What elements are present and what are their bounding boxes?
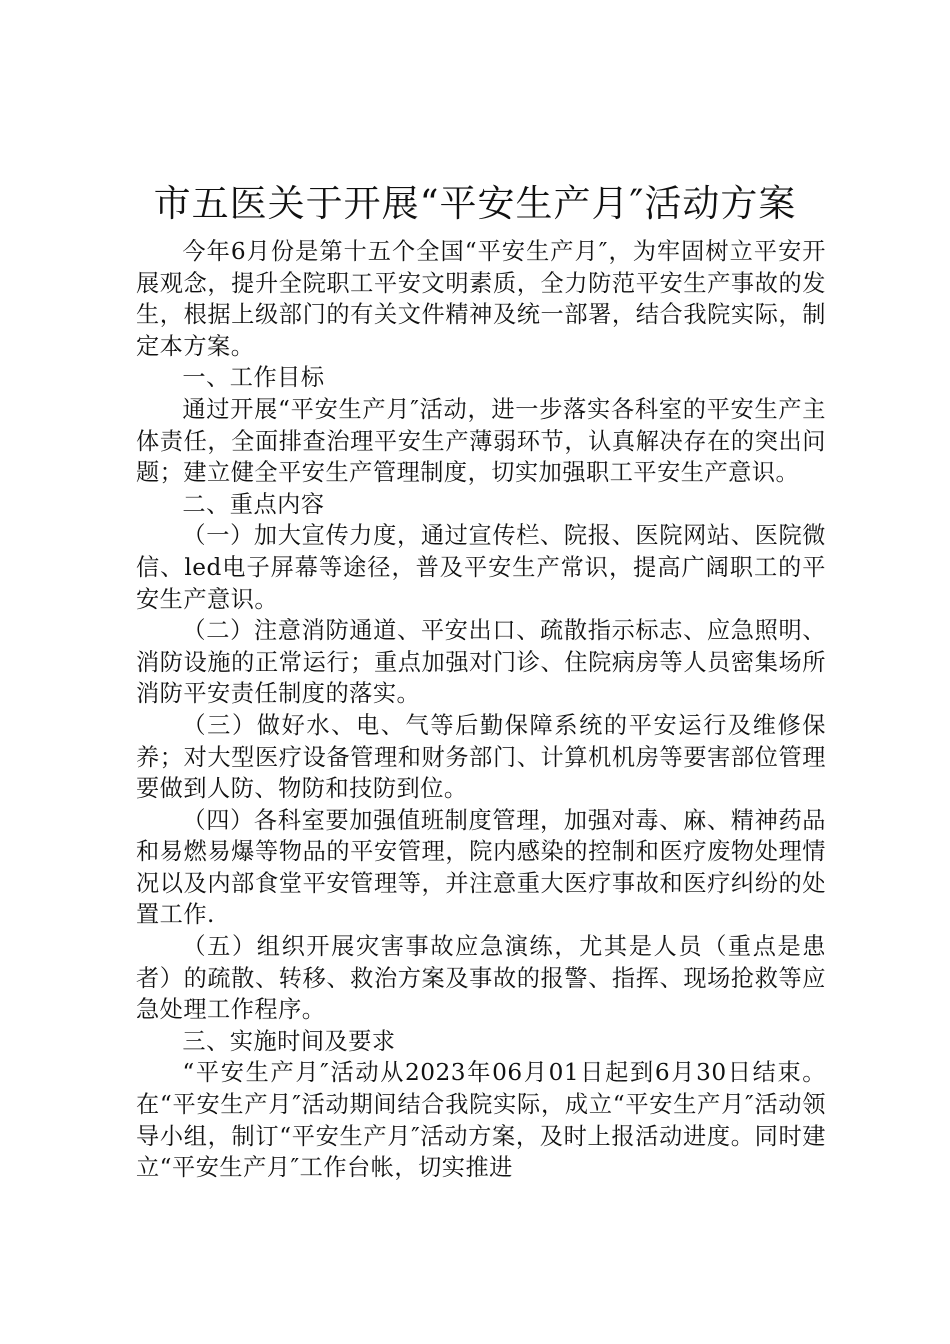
section-heading-goals: 一、工作目标 — [182, 364, 325, 392]
key-content-item-5: （五）组织开展灾害事故应急演练，尤其是人员（重点是患者）的疏散、转移、救治方案及事故的报警、指挥、现场抢救等应急处理工作程序。 — [136, 933, 826, 1024]
section-heading-schedule: 三、实施时间及要求 — [182, 1027, 396, 1055]
document-title: 市五医关于开展“平安生产月″活动方案 — [153, 182, 797, 225]
section-heading-key-content: 二、重点内容 — [182, 490, 325, 518]
key-content-item-3: （三）做好水、电、气等后勤保障系统的平安运行及维修保养；对大型医疗设备管理和财务部门、计算机机房等要害部位管理要做到人防、物防和技防到位。 — [136, 711, 826, 803]
schedule-paragraph: “平安生产月″活动从2023年06月01日起到6月30日结束。在“平安生产月″活动期间结合我院实际，成立“平安生产月″活动领导小组，制订“平安生产月″活动方案，及时上报活动进度。同时建立“平安生产月″工作台帐，切实推进 — [136, 1059, 826, 1182]
key-content-item-1: （一）加大宣传力度，通过宣传栏、院报、医院网站、医院微信、led电子屏幕等途径，普及平安生产常识，提高广阔职工的平安生产意识。 — [136, 522, 826, 613]
intro-paragraph: 今年6月份是第十五个全国“平安生产月″，为牢固树立平安开展观念，提升全院职工平安文明素质，全力防范平安生产事故的发生，根据上级部门的有关文件精神及统一部署，结合我院实际，制定本方案。 — [136, 238, 826, 360]
goals-paragraph: 通过开展“平安生产月″活动，进一步落实各科室的平安生产主体责任，全面排查治理平安生产薄弱环节，认真解决存在的突出问题；建立健全平安生产管理制度，切实加强职工平安生产意识。 — [136, 395, 826, 487]
key-content-item-4: （四）各科室要加强值班制度管理，加强对毒、麻、精神药品和易燃易爆等物品的平安管理，院内感染的控制和医疗废物处理情况以及内部食堂平安管理等，并注意重大医疗事故和医疗纠纷的处置工作. — [136, 806, 826, 929]
key-content-item-2: （二）注意消防通道、平安出口、疏散指示标志、应急照明、消防设施的正常运行；重点加强对门诊、住院病房等人员密集场所消防平安责任制度的落实。 — [136, 617, 826, 708]
document-body — [136, 236, 826, 1184]
